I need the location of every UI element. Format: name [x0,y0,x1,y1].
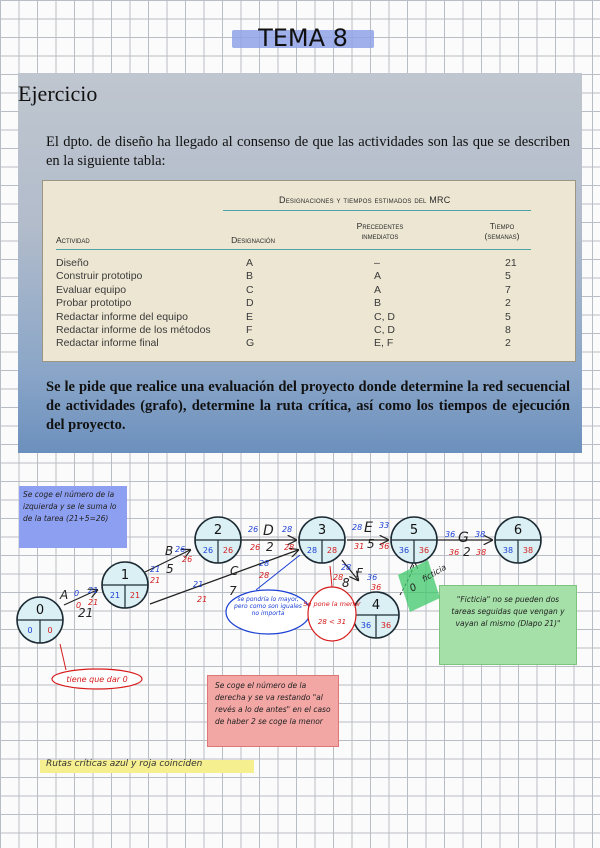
exercise-intro: El dpto. de diseño ha llegado al consenso de que las actividades son las que se describen en la siguiente tabla: [46,134,570,169]
a-es: 0 [74,589,80,598]
d-ls: 26 [250,543,261,552]
col-header-time [467,221,537,241]
table-cell-activity: Redactar informe final [56,337,159,350]
node-number: 4 [371,598,381,613]
f-lf: 36 [371,583,382,592]
bubble-red-pointer [330,566,332,587]
table-rule-2 [56,249,531,250]
d-es: 26 [248,525,259,534]
table-cell-time: 2 [505,297,511,310]
note-red: Se coge el número de la derecha y se va restando "al revés a lo de antes" en el caso de haber 2 se coge la menor [207,675,339,747]
node-number: 2 [213,523,223,538]
title-block [232,24,374,50]
g-ef: 38 [475,530,486,539]
node-1 [102,562,148,608]
edge-b-dur: 5 [166,562,174,576]
edge-d-dur: 2 [266,540,274,554]
table-row [43,270,575,283]
node-number: 5 [409,523,419,538]
node-3 [299,517,345,563]
table-cell-predecessors: E, F [374,337,394,350]
ellipse-red-text: tiene que dar 0 [66,675,128,684]
c-ef: 28 [259,559,270,568]
edge-f-act: F [356,566,363,580]
table-cell-time: 7 [505,283,511,296]
table-cell-time: 5 [505,310,511,323]
table-title: Designaciones y tiempos estimados del MRC [279,195,451,205]
table-cell-predecessors: B [374,297,382,310]
node-4 [353,592,399,638]
table-cell-activity: Construir prototipo [56,270,143,283]
node-early-time: 36 [360,621,372,630]
table-cell-time: 5 [505,270,511,283]
table-row [43,311,575,324]
edge-e-dur: 5 [367,537,375,551]
node-number: 6 [513,523,523,538]
f-ls: 28 [333,573,344,582]
col-header-designation: Designación [231,235,275,245]
edge-b-act: B [165,544,174,558]
g-ls: 36 [449,548,460,557]
table-cell-time: 2 [505,337,511,350]
page-title: TEMA 8 [258,24,348,52]
node-late-time: 28 [326,546,338,555]
table-cell-predecessors: A [374,283,382,296]
bubble-blue-text-wrap [232,596,304,632]
node-early-time: 28 [306,546,318,555]
node-late-time: 38 [522,546,534,555]
table-cell-designation: F [246,324,253,336]
d-lf: 28 [284,543,295,552]
table-cell-activity: Redactar informe de los métodos [56,324,211,336]
node-6 [495,517,541,563]
c-es: 21 [193,580,204,589]
note-blue: Se coge el número de la izquierda y se le suma lo de la tarea (21+5=26) [19,486,127,548]
exercise-heading: Ejercicio [18,81,98,106]
edge-f-dur: 8 [342,576,350,590]
node-late-time: 36 [380,621,392,630]
exercise-question: Se le pide que realice una evaluación del proyecto donde determine la red secuencial de actividades (grafo), determine la ruta crítica, así como los tiempos de ejecución del proyecto. [46,379,570,433]
node-0 [17,597,63,643]
network-diagram [0,460,600,760]
g-es: 36 [445,530,456,539]
node-late-time: 26 [222,546,234,555]
caption: Rutas críticas azul y roja coinciden [46,759,203,769]
table-rule [223,210,531,211]
table-row [43,257,575,270]
col-header-time-l2: (semanas) [484,231,520,241]
a-lf: 21 [88,598,99,607]
bubble-red [308,587,356,641]
g-lf: 38 [476,548,487,557]
exercise-box [18,73,582,453]
c-lf: 28 [259,571,270,580]
e-ef: 33 [379,521,390,530]
node-early-time: 21 [109,591,121,600]
table-cell-predecessors: C, D [374,310,395,323]
f-ef: 36 [367,573,378,582]
node-number: 0 [35,603,45,618]
table-cell-designation: G [246,337,255,350]
edge-g-act: G [458,530,469,546]
a-ef: 21 [88,586,99,595]
table-cell-designation: D [246,297,254,310]
f-es: 28 [341,563,352,572]
e-lf: 36 [379,542,390,551]
b-ef: 26 [175,545,186,554]
table-cell-designation: C [246,283,254,296]
table-cell-activity: Probar prototipo [56,297,132,310]
node-early-time: 38 [502,546,514,555]
node-late-time: 0 [47,626,53,635]
table-cell-activity: Evaluar equipo [56,283,127,296]
col-header-time-l1: Tiempo [489,221,515,231]
edge-a-dur: 21 [78,606,94,620]
d-ef: 28 [282,525,293,534]
activity-table [42,180,576,362]
edge-dummy-label: 0 [408,581,420,595]
edge-e-act: E [364,520,373,536]
table-cell-designation: A [246,257,254,269]
bubble-blue-text: se pondría lo mayor, pero como son iguales no importa [234,596,302,617]
table-cell-predecessors: A [374,270,382,283]
e-es: 28 [352,523,363,532]
b-ls: 21 [150,576,161,585]
edge-a-act: A [60,588,69,602]
table-cell-activity: Diseño [56,257,89,269]
bubble-red-text: Se pone la menor [303,600,361,608]
table-row [43,337,575,350]
bubble-red-expr: 28 < 31 [317,618,347,626]
node-number: 1 [120,568,130,583]
node-early-time: 0 [27,626,33,635]
edge-g-dur: 2 [463,545,471,559]
b-es: 21 [150,565,161,574]
ellipse-red-pointer [60,644,66,670]
table-row [43,284,575,297]
col-header-predecessors-l2: inmediatos [361,231,399,241]
table-row [43,297,575,310]
note-green: "Ficticia" no se pueden dos tareas seguidas que vengan y vayan al mismo (Dlapo 21)" [439,585,577,665]
a-ls: 0 [76,601,82,610]
table-cell-predecessors: – [374,257,380,269]
node-late-time: 21 [129,591,141,600]
c-ls: 21 [197,595,208,604]
table-cell-time: 8 [505,324,511,336]
table-row [43,324,575,337]
table-cell-activity: Redactar informe del equipo [56,310,188,323]
table-cell-predecessors: C, D [374,324,395,336]
col-header-predecessors [335,221,425,241]
node-5 [391,517,437,563]
edge-c-act: C [230,564,239,578]
e-ls: 31 [354,542,365,551]
edge-dummy-ficticia: ficticia [420,562,448,584]
node-early-time: 36 [398,546,410,555]
table-cell-time: 21 [505,257,517,269]
table-cell-designation: E [246,310,254,323]
edge-c-dur: 7 [229,584,237,598]
node-number: 3 [317,523,327,538]
node-early-time: 26 [202,546,214,555]
node-2 [195,517,241,563]
col-header-predecessors-l1: Precedentes [356,221,404,231]
node-late-time: 36 [418,546,430,555]
col-header-activity: Actividad [56,235,90,245]
edge-d-act: D [263,523,274,539]
b-lf: 26 [182,555,193,564]
table-cell-designation: B [246,270,254,283]
